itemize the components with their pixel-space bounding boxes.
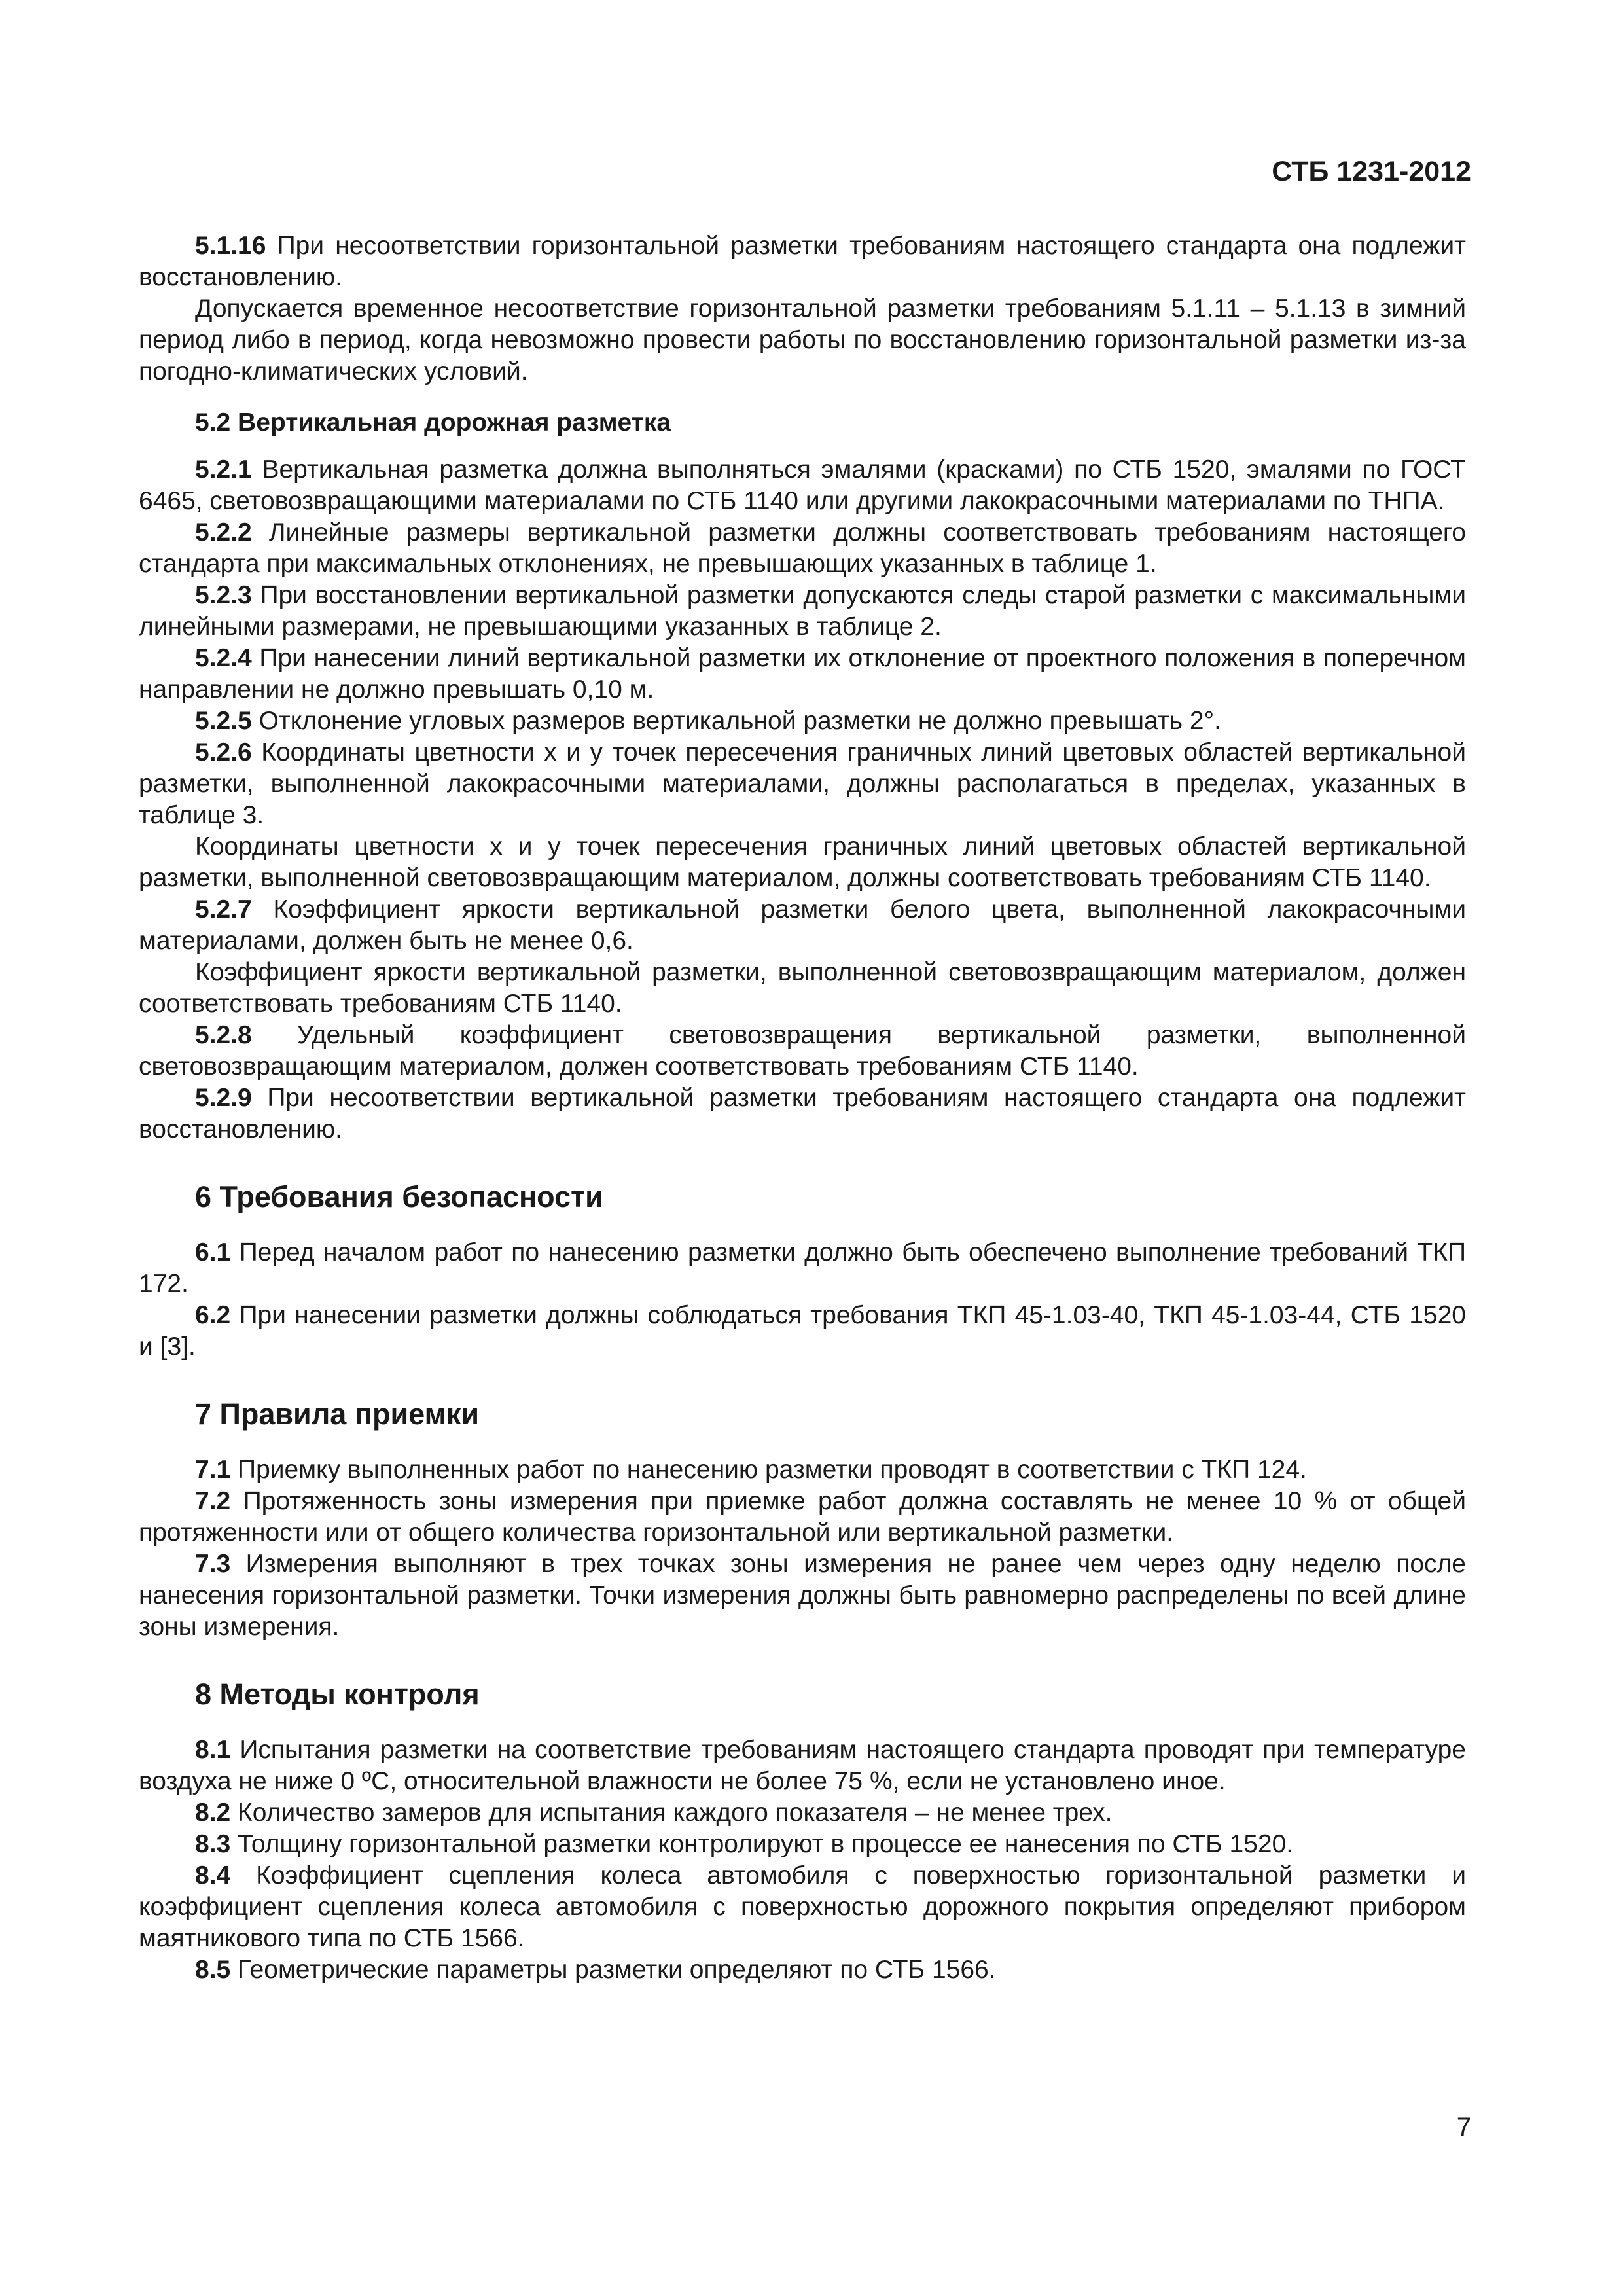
clause-text: Допускается временное несоответствие горизонтальной разметки требованиям 5.1.11 – 5.1.13 в зимний период либо в период, когда невозможно провести работы по восстановлению горизонтальной разметки из-за погодно-климатических условий. bbox=[139, 295, 1466, 386]
clause-text: Испытания разметки на соответствие требованиям настоящего стандарта проводят при температуре воздуха не ниже 0 ºС, относительной влажности не более 75 %, если не установлено иное. bbox=[139, 1736, 1466, 1795]
clause-number: 6.1 bbox=[195, 1238, 231, 1266]
clause-text: При несоответствии вертикальной разметки требованиям настоящего стандарта она подлежит восстановлению. bbox=[139, 1084, 1466, 1143]
document-code: СТБ 1231-2012 bbox=[1272, 156, 1471, 187]
clause-text: Коэффициент яркости вертикальной разметки белого цвета, выполненной лакокрасочными материалами, должен быть не менее 0,6. bbox=[139, 895, 1466, 955]
paragraph-5-2-6-continued bbox=[139, 831, 1466, 894]
paragraph-7-3 bbox=[139, 1549, 1466, 1643]
clause-text: При нанесении линий вертикальной разметки их отклонение от проектного положения в поперечном направлении не должно превышать 0,10 м. bbox=[139, 644, 1466, 704]
clause-text: Отклонение угловых размеров вертикальной разметки не должно превышать 2°. bbox=[251, 707, 1221, 735]
clause-text: Геометрические параметры разметки определяют по СТБ 1566. bbox=[230, 1956, 996, 1984]
clause-number: 8.4 bbox=[195, 1861, 231, 1890]
paragraph-5-2-2 bbox=[139, 517, 1466, 580]
clause-number: 5.2.2 bbox=[195, 518, 252, 547]
clause-number: 5.2.3 bbox=[195, 581, 252, 609]
paragraph-5-2-4 bbox=[139, 643, 1466, 706]
paragraph-8-2 bbox=[139, 1797, 1466, 1829]
clause-text: Координаты цветности x и y точек пересечения граничных линий цветовых областей вертикальной разметки, выполненной лакокрасочными материалами, должны располагаться в пределах, указанных в таблице 3. bbox=[139, 738, 1466, 829]
clause-number: 6.2 bbox=[195, 1301, 231, 1329]
clause-text: Удельный коэффициент световозвращения вертикальной разметки, выполненной световозвращающим материалом, должен соответствовать требованиям СТБ 1140. bbox=[139, 1021, 1466, 1081]
paragraph-5-2-3 bbox=[139, 580, 1466, 643]
clause-text: Линейные размеры вертикальной разметки должны соответствовать требованиям настоящего стандарта при максимальных отклонениях, не превышающих указанных в таблице 1. bbox=[139, 518, 1466, 578]
clause-number: 8.5 bbox=[195, 1956, 231, 1984]
clause-text: При восстановлении вертикальной разметки допускаются следы старой разметки с максимальными линейными размерами, не превышающими указанных в таблице 2. bbox=[139, 581, 1466, 641]
paragraph-5-2-1 bbox=[139, 454, 1466, 517]
section-heading-6: 6 Требования безопасности bbox=[195, 1180, 603, 1213]
paragraph-5-1-16 bbox=[139, 230, 1466, 293]
clause-number: 5.2.6 bbox=[195, 738, 252, 766]
paragraph-6-2 bbox=[139, 1300, 1466, 1363]
clause-text: Толщину горизонтальной разметки контролируют в процессе ее нанесения по СТБ 1520. bbox=[230, 1830, 1294, 1858]
clause-text: Коэффициент яркости вертикальной разметки, выполненной световозвращающим материалом, должен соответствовать требованиям СТБ 1140. bbox=[139, 958, 1466, 1018]
clause-number: 8.1 bbox=[195, 1736, 231, 1764]
paragraph-7-2 bbox=[139, 1486, 1466, 1549]
paragraph-5-1-16-continued bbox=[139, 293, 1466, 387]
clause-text: Вертикальная разметка должна выполняться эмалями (красками) по СТБ 1520, эмалями по ГОСТ 6465, световозвращающими материалами по СТБ 1140 или другими лакокрасочными материалами по ТНПА. bbox=[139, 456, 1466, 515]
clause-text: Количество замеров для испытания каждого показателя – не менее трех. bbox=[230, 1799, 1113, 1827]
paragraph-7-1 bbox=[139, 1454, 1466, 1486]
paragraph-8-3 bbox=[139, 1829, 1466, 1860]
paragraph-8-1 bbox=[139, 1734, 1466, 1797]
clause-text: Коэффициент сцепления колеса автомобиля с поверхностью горизонтальной разметки и коэффициент сцепления колеса автомобиля с поверхностью дорожного покрытия определяют прибором маятникового типа по СТБ 1566. bbox=[139, 1861, 1466, 1952]
paragraph-8-5 bbox=[139, 1954, 1466, 1986]
clause-number: 8.3 bbox=[195, 1830, 231, 1858]
clause-number: 7.2 bbox=[195, 1487, 231, 1515]
clause-text: Приемку выполненных работ по нанесению разметки проводят в соответствии с ТКП 124. bbox=[230, 1456, 1307, 1484]
paragraph-8-4 bbox=[139, 1860, 1466, 1954]
clause-number: 5.1.16 bbox=[195, 232, 266, 260]
clause-text: Протяженность зоны измерения при приемке работ должна составлять не менее 10 % от общей протяженности или от общего количества горизонтальной или вертикальной разметки. bbox=[139, 1487, 1466, 1547]
clause-number: 5.2.9 bbox=[195, 1084, 252, 1112]
paragraph-5-2-9 bbox=[139, 1083, 1466, 1145]
clause-text: Измерения выполняют в трех точках зоны измерения не ранее чем через одну неделю после нанесения горизонтальной разметки. Точки измерения должны быть равномерно распределены по всей длине зоны измерения. bbox=[139, 1550, 1466, 1641]
paragraph-5-2-6 bbox=[139, 737, 1466, 831]
paragraph-5-2-5 bbox=[139, 706, 1466, 737]
paragraph-5-2-7-continued bbox=[139, 957, 1466, 1020]
section-heading-5-2: 5.2 Вертикальная дорожная разметка bbox=[195, 408, 671, 437]
clause-number: 5.2.7 bbox=[195, 895, 252, 924]
section-heading-7: 7 Правила приемки bbox=[195, 1397, 480, 1431]
paragraph-5-2-7 bbox=[139, 894, 1466, 957]
clause-number: 5.2.8 bbox=[195, 1021, 252, 1049]
clause-text: Координаты цветности x и y точек пересечения граничных линий цветовых областей вертикальной разметки, выполненной световозвращающим материалом, должны соответствовать требованиям СТБ 1140. bbox=[139, 833, 1466, 892]
document-body bbox=[139, 230, 1466, 1986]
clause-number: 5.2.5 bbox=[195, 707, 252, 735]
clause-number: 7.3 bbox=[195, 1550, 231, 1578]
clause-number: 5.2.1 bbox=[195, 456, 252, 484]
clause-number: 5.2.4 bbox=[195, 644, 252, 672]
clause-text: При нанесении разметки должны соблюдаться требования ТКП 45-1.03-40, ТКП 45-1.03-44, СТБ 1520 и [3]. bbox=[139, 1301, 1466, 1361]
paragraph-6-1 bbox=[139, 1237, 1466, 1300]
paragraph-5-2-8 bbox=[139, 1020, 1466, 1083]
clause-text: Перед началом работ по нанесению разметки должно быть обеспечено выполнение требований ТКП 172. bbox=[139, 1238, 1466, 1298]
page-number: 7 bbox=[1456, 2113, 1471, 2142]
clause-number: 7.1 bbox=[195, 1456, 231, 1484]
clause-number: 8.2 bbox=[195, 1799, 231, 1827]
section-heading-8: 8 Методы контроля bbox=[195, 1677, 480, 1711]
clause-text: При несоответствии горизонтальной разметки требованиям настоящего стандарта она подлежит восстановлению. bbox=[139, 232, 1466, 291]
